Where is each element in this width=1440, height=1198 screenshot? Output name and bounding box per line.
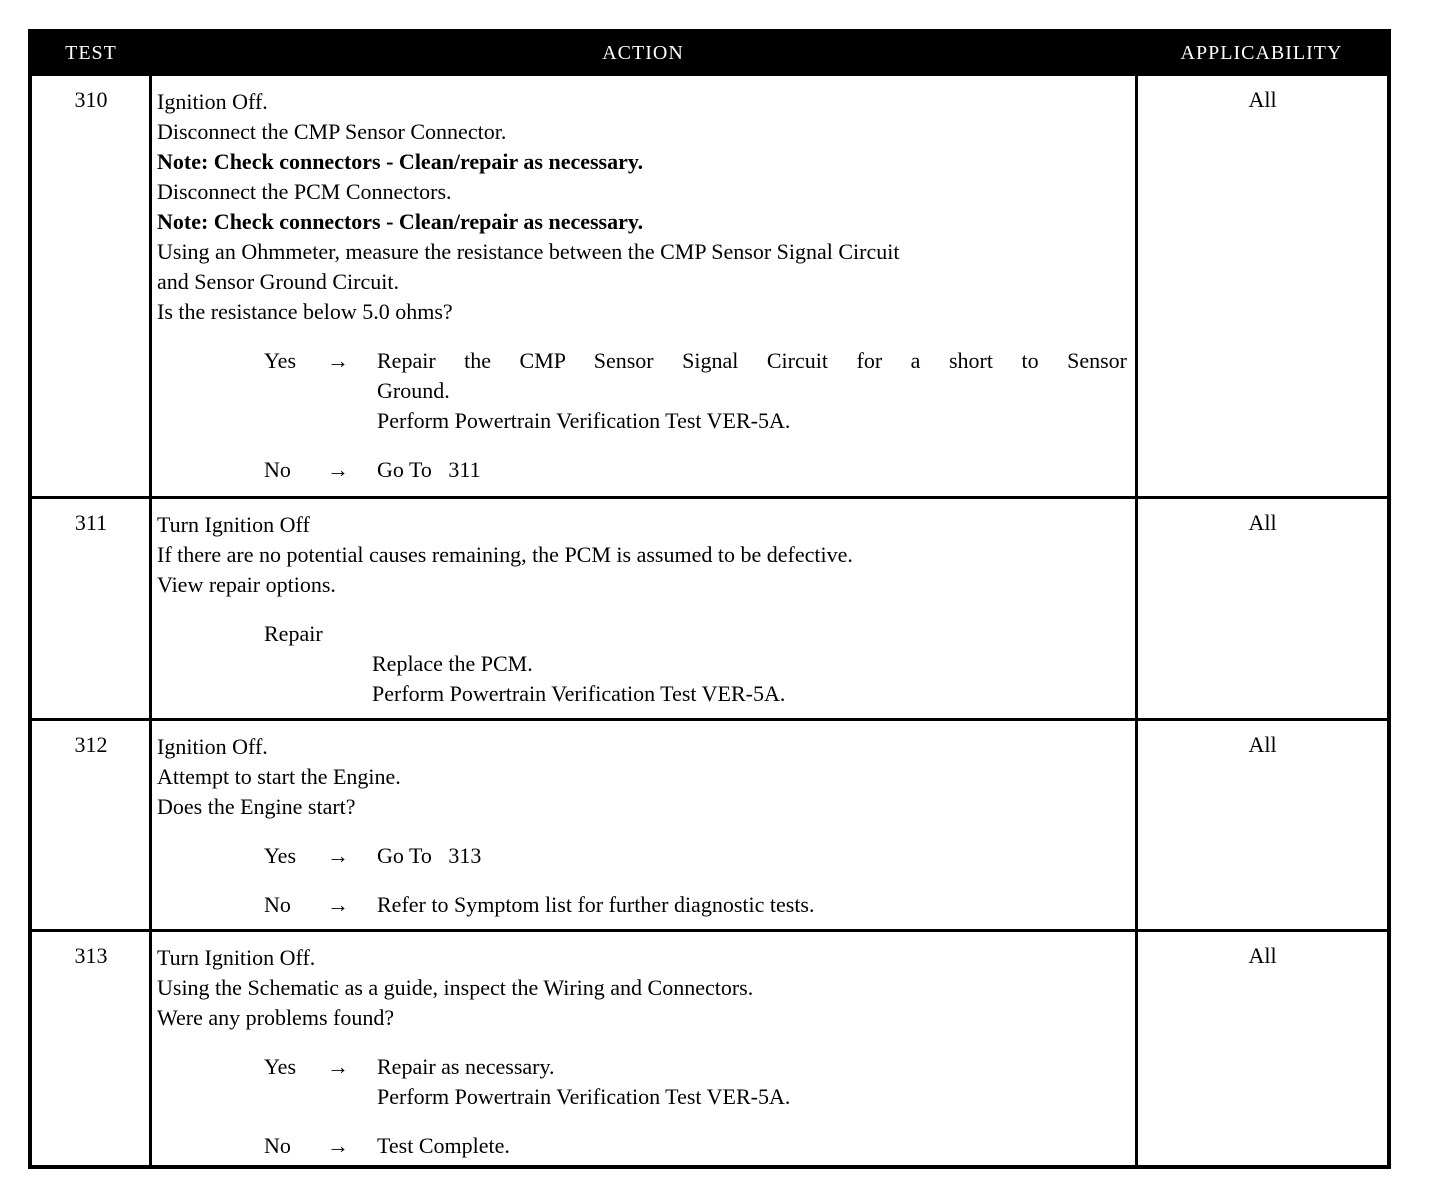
response-line: Ground. xyxy=(377,378,450,403)
response-line: Refer to Symptom list for further diagnostic tests. xyxy=(377,892,815,917)
test-number: 310 xyxy=(74,87,108,112)
action-line: Attempt to start the Engine. xyxy=(157,764,401,789)
action-line: Using an Ohmmeter, measure the resistance between the CMP Sensor Signal Circuit xyxy=(157,239,900,264)
repair-label: Repair xyxy=(264,621,323,646)
response-line: Repair as necessary. xyxy=(377,1054,555,1079)
yes-label: Yes xyxy=(264,1054,297,1079)
yes-response xyxy=(157,346,1129,436)
arrow-icon: → xyxy=(327,1133,349,1158)
action-cell xyxy=(157,732,1129,920)
applicability-cell: All xyxy=(1248,943,1277,968)
header-test: TEST xyxy=(65,42,117,64)
action-line: and Sensor Ground Circuit. xyxy=(157,269,399,294)
table-row-312 xyxy=(32,718,1387,929)
action-cell xyxy=(157,87,1129,485)
action-line: Ignition Off. xyxy=(157,734,268,759)
yes-label: Yes xyxy=(264,843,297,868)
action-line: Ignition Off. xyxy=(157,89,268,114)
yes-response xyxy=(157,1052,1129,1112)
action-line: Disconnect the CMP Sensor Connector. xyxy=(157,119,507,144)
action-line: Disconnect the PCM Connectors. xyxy=(157,179,452,204)
arrow-icon: → xyxy=(327,843,349,868)
yes-response xyxy=(157,841,1129,871)
action-line: Turn Ignition Off xyxy=(157,512,310,537)
table-row-313 xyxy=(32,929,1387,1165)
action-line: View repair options. xyxy=(157,572,336,597)
header-action: ACTION xyxy=(602,42,684,64)
action-note: Note: Check connectors - Clean/repair as necessary. xyxy=(157,209,644,234)
action-line: If there are no potential causes remaining, the PCM is assumed to be defective. xyxy=(157,542,853,567)
no-response xyxy=(157,1131,1129,1161)
applicability-cell: All xyxy=(1248,732,1277,757)
table-row-311 xyxy=(32,496,1387,718)
no-response xyxy=(157,455,1129,485)
applicability-cell: All xyxy=(1248,510,1277,535)
action-line: Does the Engine start? xyxy=(157,794,356,819)
action-cell xyxy=(157,943,1129,1161)
table-body xyxy=(32,33,1387,1165)
arrow-icon: → xyxy=(327,457,349,482)
repair-line: Perform Powertrain Verification Test VER-5A. xyxy=(372,681,786,706)
no-label: No xyxy=(264,457,291,482)
action-line: Using the Schematic as a guide, inspect the Wiring and Connectors. xyxy=(157,975,754,1000)
test-number: 313 xyxy=(74,943,108,968)
no-label: No xyxy=(264,892,291,917)
action-note: Note: Check connectors - Clean/repair as necessary. xyxy=(157,149,644,174)
action-line: Were any problems found? xyxy=(157,1005,395,1030)
response-line: Repair the CMP Sensor Signal Circuit for a short to Sensor xyxy=(377,348,1127,373)
action-line: Is the resistance below 5.0 ohms? xyxy=(157,299,453,324)
arrow-icon: → xyxy=(327,348,349,373)
response-line: Perform Powertrain Verification Test VER-5A. xyxy=(377,408,791,433)
applicability-cell: All xyxy=(1248,87,1277,112)
table-header xyxy=(32,33,1387,73)
no-label: No xyxy=(264,1133,291,1158)
header-applicability: APPLICABILITY xyxy=(1180,42,1343,64)
diagnostic-table xyxy=(28,29,1391,1169)
test-number: 312 xyxy=(74,732,108,757)
yes-label: Yes xyxy=(264,348,297,373)
arrow-icon: → xyxy=(327,892,349,917)
response-line: Go To 313 xyxy=(377,843,482,868)
response-line: Perform Powertrain Verification Test VER-5A. xyxy=(377,1084,791,1109)
response-line: Go To 311 xyxy=(377,457,481,482)
no-response xyxy=(157,890,1129,920)
action-cell xyxy=(157,510,1129,709)
response-line: Test Complete. xyxy=(377,1133,510,1158)
action-line: Turn Ignition Off. xyxy=(157,945,316,970)
table-row-310 xyxy=(32,73,1387,496)
arrow-icon: → xyxy=(327,1054,349,1079)
test-number: 311 xyxy=(74,510,108,535)
repair-line: Replace the PCM. xyxy=(372,651,533,676)
